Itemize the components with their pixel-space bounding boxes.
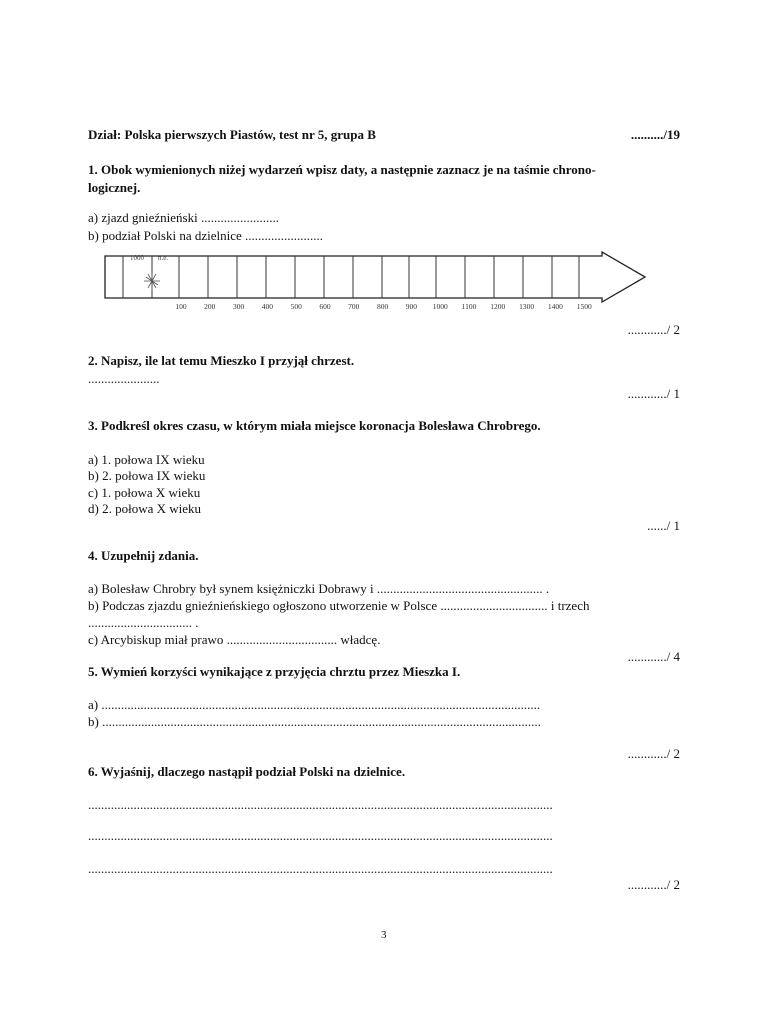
timeline-arrow xyxy=(100,248,652,308)
timeline-tick-label: 1200 xyxy=(490,302,506,311)
question-5-score: ............/ 2 xyxy=(627,746,680,761)
timeline-tick-label: 500 xyxy=(290,302,302,311)
question-1-prompt-cont: logicznej. xyxy=(88,180,141,195)
timeline-right-tiny-label: n.e. xyxy=(158,254,169,262)
question-1-prompt: 1. Obok wymienionych niżej wydarzeń wpisz daty, a następnie zaznacz je na taśmie chrono- xyxy=(88,162,596,177)
timeline-tick-label: 1500 xyxy=(576,302,592,311)
timeline-tick-label: 300 xyxy=(232,302,245,311)
question-6-score: ............/ 2 xyxy=(627,877,680,892)
timeline-tick-label: 1100 xyxy=(461,302,477,311)
question-6-line-3[interactable]: ............................................................................................................................................... xyxy=(88,861,553,876)
timeline-tick-label: 200 xyxy=(204,302,216,311)
question-6-line-2[interactable]: ............................................................................................................................................... xyxy=(88,828,553,843)
question-3-option[interactable]: b) 2. połowa IX wieku xyxy=(88,468,206,483)
timeline-tick-label: 600 xyxy=(319,302,331,311)
question-1-item-b[interactable]: b) podział Polski na dzielnice ........................ xyxy=(88,228,324,243)
question-3-prompt: 3. Podkreśl okres czasu, w którym miała miejsce koronacja Bolesława Chrobrego. xyxy=(88,418,541,433)
timeline-tick-label: 1300 xyxy=(519,302,535,311)
question-3-score: ....../ 1 xyxy=(647,518,680,533)
timeline-tick-label: 400 xyxy=(261,302,274,311)
question-5-line-b[interactable]: b) ....................................................................................................................................... xyxy=(88,714,541,729)
total-score: ........../19 xyxy=(630,127,680,142)
timeline-tick-label: 800 xyxy=(376,302,389,311)
timeline-tick-label: 1400 xyxy=(547,302,563,311)
question-1-score: ............/ 2 xyxy=(627,322,680,337)
question-6-line-1[interactable]: ............................................................................................................................................... xyxy=(88,797,553,812)
page-title: Dział: Polska pierwszych Piastów, test nr 5, grupa B xyxy=(88,127,376,142)
question-1-item-a[interactable]: a) zjazd gnieźnieński ........................ xyxy=(88,210,279,225)
question-4-line-b-cont[interactable]: ................................ . xyxy=(88,615,199,630)
timeline-left-tiny-label: 1000 xyxy=(130,254,144,262)
timeline-tick-label: 700 xyxy=(348,302,360,311)
question-4-line-a[interactable]: a) Bolesław Chrobry był synem księżniczki Dobrawy i ................................................... . xyxy=(88,581,550,596)
page-number: 3 xyxy=(381,929,387,941)
question-3-option[interactable]: a) 1. połowa IX wieku xyxy=(88,452,205,467)
question-4-line-c[interactable]: c) Arcybiskup miał prawo .................................. władcę. xyxy=(88,632,381,647)
question-3-option[interactable]: c) 1. połowa X wieku xyxy=(88,485,201,500)
question-4-score: ............/ 4 xyxy=(627,649,680,664)
timeline-tick-label: 1000 xyxy=(432,302,448,311)
question-4-prompt: 4. Uzupełnij zdania. xyxy=(88,548,199,563)
question-5-line-a[interactable]: a) ....................................................................................................................................... xyxy=(88,697,541,712)
question-2-prompt: 2. Napisz, ile lat temu Mieszko I przyjął chrzest. xyxy=(88,353,355,368)
timeline-tick-label: 100 xyxy=(175,302,187,311)
question-6-prompt: 6. Wyjaśnij, dlaczego nastąpił podział Polski na dzielnice. xyxy=(88,764,406,779)
question-5-prompt: 5. Wymień korzyści wynikające z przyjęcia chrztu przez Mieszka I. xyxy=(88,664,461,679)
question-4-line-b[interactable]: b) Podczas zjazdu gnieźnieńskiego ogłoszono utworzenie w Polsce ................................. i trzech xyxy=(88,598,590,613)
question-2-answer[interactable]: ...................... xyxy=(88,371,160,386)
question-3-option[interactable]: d) 2. połowa X wieku xyxy=(88,501,202,516)
question-2-score: ............/ 1 xyxy=(627,386,680,401)
timeline-tick-label: 900 xyxy=(405,302,418,311)
